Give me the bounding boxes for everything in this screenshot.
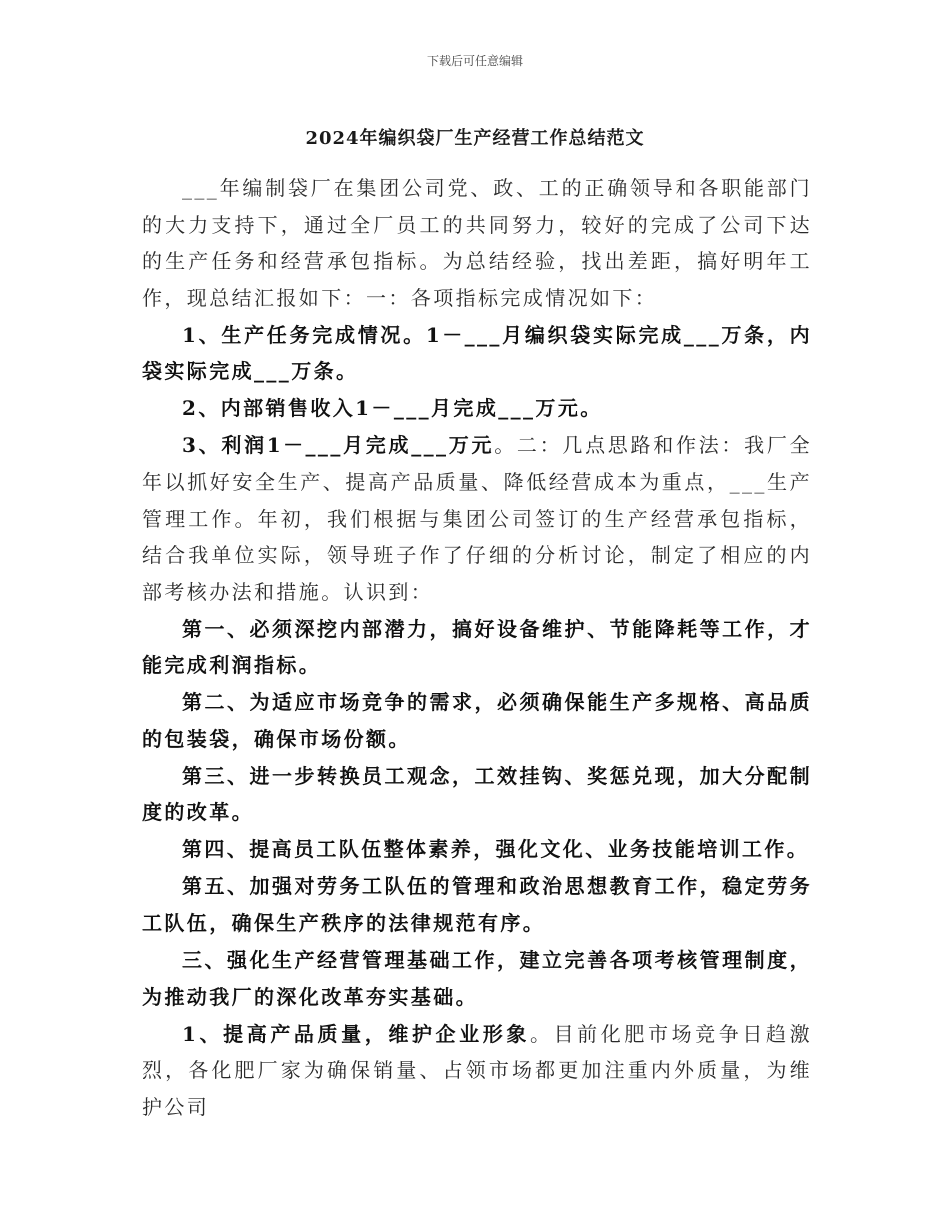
paragraph <box>142 427 812 610</box>
bold-text: 第二、为适应市场竞争的需求，必须确保能生产多规格、高品质的包装袋，确保市场份额。 <box>142 690 812 751</box>
paragraph <box>142 390 812 427</box>
paragraph <box>142 1016 812 1126</box>
document-body <box>142 170 812 1126</box>
bold-text: 1、提高产品质量，维护企业形象 <box>182 1021 530 1046</box>
paragraph <box>142 611 812 684</box>
paragraph <box>142 831 812 868</box>
bold-text: 三、强化生产经营管理基础工作，建立完善各项考核管理制度，为推动我厂的深化改革夯实基础。 <box>142 947 812 1009</box>
body-text: ___年编制袋厂在集团公司党、政、工的正确领导和各职能部门的大力支持下，通过全厂员工的共同努力，较好的完成了公司下达的生产任务和经营承包指标。为总结经验，找出差距，搞好明年工作，现总结汇报如下：一：各项指标完成情况如下： <box>142 176 812 310</box>
paragraph <box>142 758 812 831</box>
paragraph <box>142 942 812 1015</box>
bold-text: 第一、必须深挖内部潜力，搞好设备维护、节能降耗等工作，才能完成利润指标。 <box>142 616 812 678</box>
paragraph <box>142 684 812 757</box>
body-text: 。二：几点思路和作法：我厂全年以抓好安全生产、提高产品质量、降低经营成本为重点，___生产管理工作。年初，我们根据与集团公司签订的生产经营承包指标，结合我单位实际，领导班子作了仔细的分析讨论，制定了相应的内部考核办法和措施。认识到： <box>142 433 812 604</box>
bold-text: 1、生产任务完成情况。1－___月编织袋实际完成___万条，内袋实际完成___万条。 <box>142 322 812 384</box>
body-text: 。目前化肥市场竞争日趋激烈，各化肥厂家为确保销量、占领市场都更加注重内外质量，为维护公司 <box>142 1021 812 1119</box>
paragraph <box>142 317 812 390</box>
bold-text: 第五、加强对劳务工队伍的管理和政治思想教育工作，稳定劳务工队伍，确保生产秩序的法律规范有序。 <box>142 874 812 935</box>
header-note: 下载后可任意编辑 <box>426 54 523 68</box>
paragraph <box>142 170 812 316</box>
bold-text: 3、利润1－___月完成___万元 <box>182 433 495 458</box>
bold-text: 2、内部销售收入1－___月完成___万元。 <box>182 396 603 421</box>
document-title: 2024年编织袋厂生产经营工作总结范文 <box>305 128 645 149</box>
bold-text: 第三、进一步转换员工观念，工效挂钩、奖惩兑现，加大分配制度的改革。 <box>142 763 812 825</box>
paragraph <box>142 868 812 941</box>
bold-text: 第四、提高员工队伍整体素养，强化文化、业务技能培训工作。 <box>182 837 810 862</box>
